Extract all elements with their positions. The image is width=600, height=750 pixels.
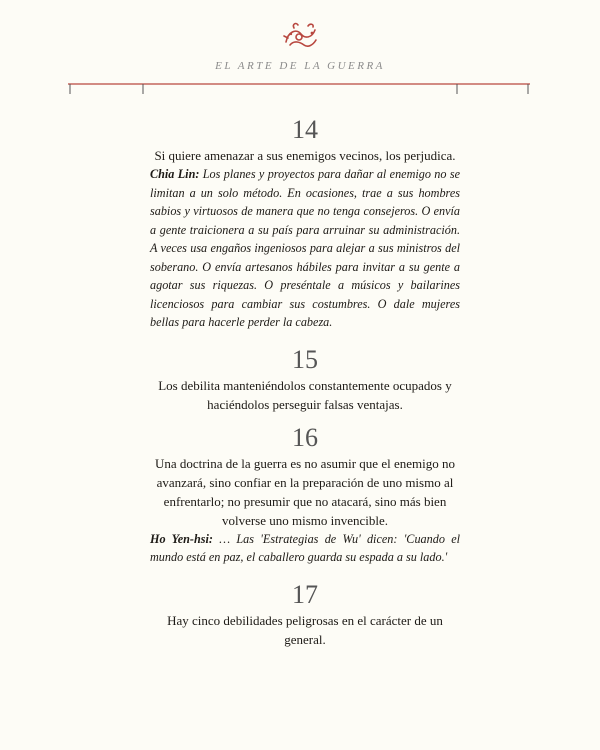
section-14 — [150, 116, 460, 332]
maxim-text: Los debilita manteniéndolos constantemente ocupados y haciéndolos perseguir falsas ventajas. — [158, 377, 452, 412]
section-number: 17 — [292, 579, 318, 609]
maxim-text: Una doctrina de la guerra es no asumir que el enemigo no avanzará, sino confiar en la preparación de uno mismo al enfrentarlo; no presumir que no atacará, sino más bien volverse uno mismo invencible. — [155, 455, 455, 528]
section-17 — [150, 581, 460, 649]
book-title: EL ARTE DE LA GUERRA — [215, 60, 385, 72]
section-number: 14 — [292, 115, 318, 144]
commentary — [150, 165, 460, 332]
section-15 — [150, 346, 460, 414]
commentary — [150, 530, 460, 567]
commentary-text: Los planes y proyectos para dañar al enemigo no se limitan a un solo método. En ocasiones, trae a sus hombres sabios y virtuosos de manera que no tenga consejeros. O envía a gente traicionera a su país para arruinar su administración. A veces usa engaños ingeniosos para alejar a sus ministros del soberano. O envía artesanos hábiles para invitar a su gente a agotar sus riquezas. O preséntale a músicos y bailarines licenciosos para cambiar sus costumbres. O dale mujeres bellas para hacerle perder la cabeza. — [150, 167, 460, 329]
section-number: 15 — [292, 344, 318, 374]
text-body — [150, 116, 460, 649]
section-number: 16 — [292, 422, 318, 452]
section-16 — [150, 424, 460, 567]
commentator-name: Chia Lin: — [150, 167, 200, 181]
header-rule — [0, 0, 600, 100]
commentator-name: Ho Yen-hsi: — [150, 531, 213, 546]
commentary-text: … Las 'Estrategias de Wu' dicen: 'Cuando el mundo está en paz, el caballero guarda su espada a su lado.' — [150, 531, 460, 564]
maxim-text: Hay cinco debilidades peligrosas en el carácter de un general. — [167, 612, 443, 647]
maxim-text: Si quiere amenazar a sus enemigos vecinos, los perjudica. — [154, 148, 456, 163]
